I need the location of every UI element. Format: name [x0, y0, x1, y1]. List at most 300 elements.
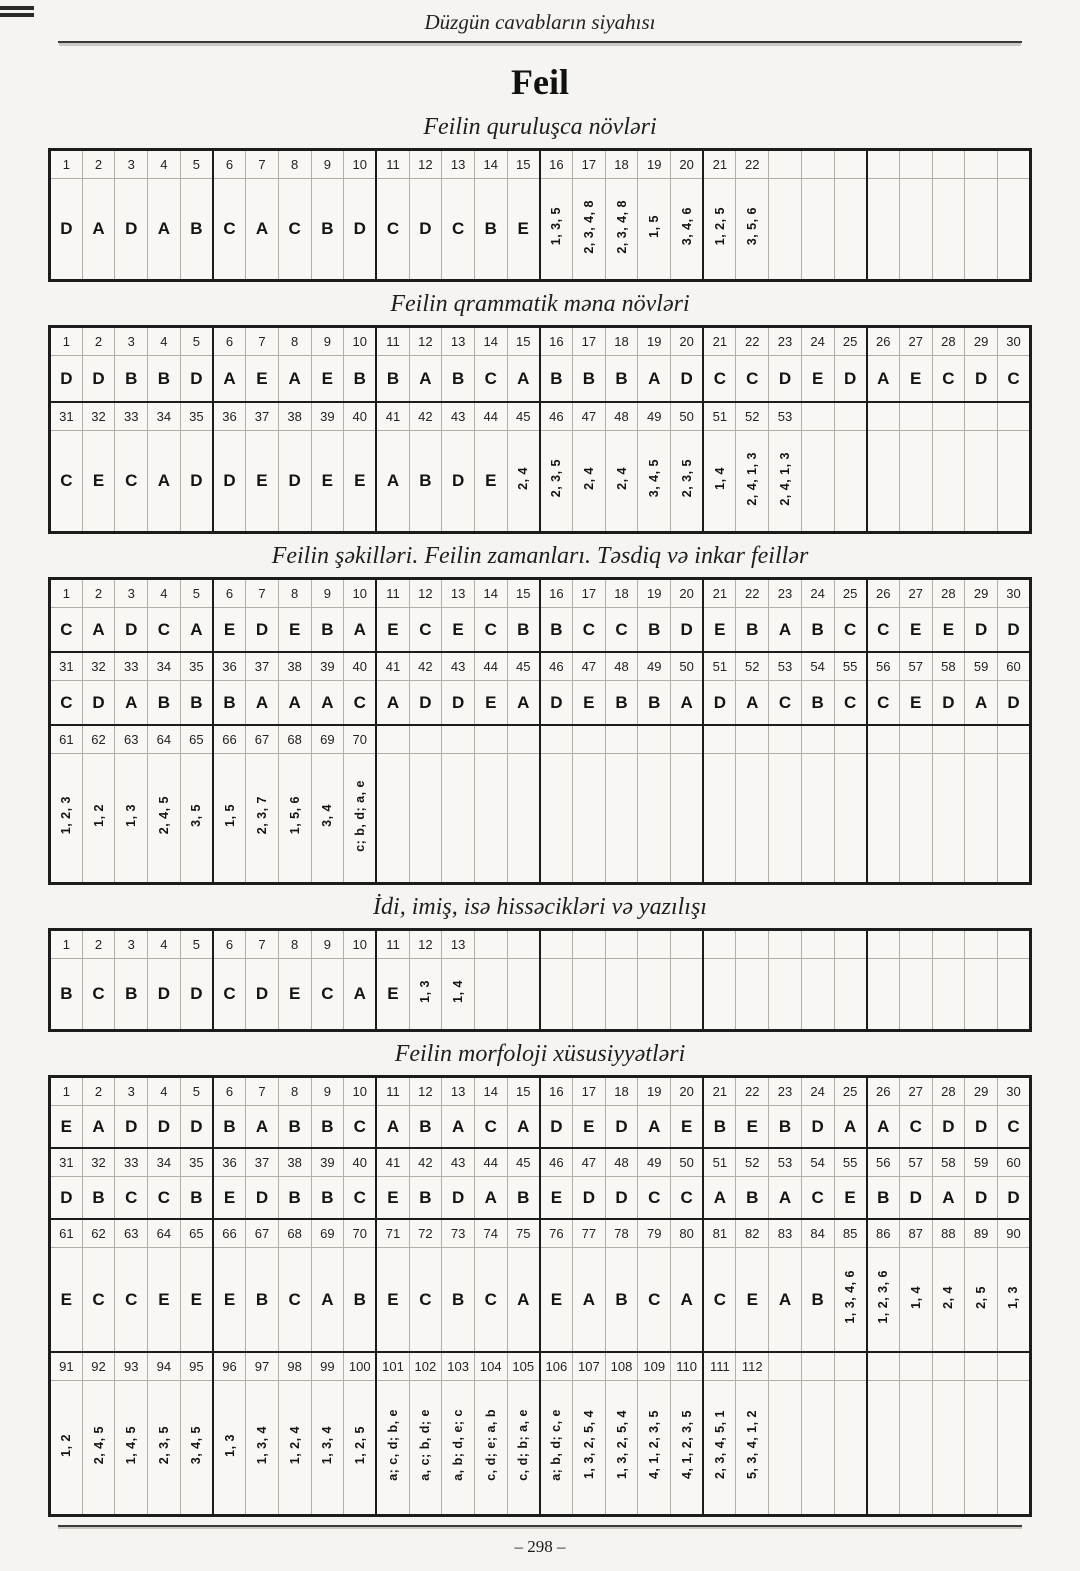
answer-cell: D [246, 608, 279, 653]
rotated-answer: 2, 3, 7 [254, 796, 269, 835]
answer-cell [997, 1248, 1030, 1353]
rotated-answer: 2, 4 [581, 467, 596, 490]
answer-cell: E [834, 1177, 867, 1220]
number-cell: 22 [736, 1077, 769, 1106]
answer-cell: B [442, 1248, 475, 1353]
answer-cell [997, 431, 1030, 533]
number-cell [736, 930, 769, 959]
number-cell: 10 [344, 1077, 377, 1106]
section-title: Feilin quruluşca növləri [423, 114, 657, 140]
answer-cell [867, 1248, 900, 1353]
number-cell: 11 [376, 1077, 409, 1106]
answer-cell: D [801, 1106, 834, 1149]
number-cell: 110 [671, 1352, 704, 1381]
answer-cell: C [376, 179, 409, 281]
answer-cell [801, 1381, 834, 1516]
answer-cell [899, 959, 932, 1031]
answer-cell [376, 754, 409, 884]
answer-cell: E [703, 608, 736, 653]
number-cell [932, 402, 965, 431]
number-cell: 67 [246, 725, 279, 754]
number-cell: 34 [148, 652, 181, 681]
answer-cell [932, 1381, 965, 1516]
number-cell [997, 402, 1030, 431]
answer-cell: C [148, 1177, 181, 1220]
number-cell: 10 [344, 327, 377, 356]
number-cell [965, 930, 998, 959]
answer-table-grid [48, 148, 1032, 282]
number-cell: 103 [442, 1352, 475, 1381]
number-cell: 65 [180, 1219, 213, 1248]
answer-cell: D [180, 431, 213, 533]
number-cell: 67 [246, 1219, 279, 1248]
number-cell: 3 [115, 327, 148, 356]
number-cell: 105 [507, 1352, 540, 1381]
number-cell [867, 725, 900, 754]
number-cell: 35 [180, 1148, 213, 1177]
answer-cell [376, 1381, 409, 1516]
number-cell: 12 [409, 579, 442, 608]
answer-cell: A [246, 1106, 279, 1149]
number-cell: 31 [50, 652, 83, 681]
rotated-answer: 3, 5, 6 [745, 207, 760, 246]
answer-cell [573, 431, 606, 533]
answer-cell: A [474, 1177, 507, 1220]
number-cell: 39 [311, 402, 344, 431]
number-cell: 7 [246, 930, 279, 959]
number-cell: 59 [965, 1148, 998, 1177]
number-cell: 8 [278, 1077, 311, 1106]
answer-cell [736, 754, 769, 884]
number-cell: 47 [573, 402, 606, 431]
number-cell: 3 [115, 150, 148, 179]
number-cell: 14 [474, 327, 507, 356]
number-cell: 3 [115, 579, 148, 608]
number-cell: 4 [148, 1077, 181, 1106]
answer-cell: E [311, 356, 344, 403]
number-cell: 102 [409, 1352, 442, 1381]
answer-cell [573, 754, 606, 884]
answer-cell: B [148, 356, 181, 403]
answer-cell: E [213, 1177, 246, 1220]
answer-cell: E [736, 1106, 769, 1149]
number-cell: 90 [997, 1219, 1030, 1248]
number-cell [867, 150, 900, 179]
number-cell: 46 [540, 1148, 573, 1177]
answer-cell: C [115, 1248, 148, 1353]
page-number: – 298 – [514, 1537, 566, 1556]
number-cell: 87 [899, 1219, 932, 1248]
number-cell: 104 [474, 1352, 507, 1381]
rotated-answer: 2, 4 [614, 467, 629, 490]
number-cell: 5 [180, 930, 213, 959]
number-cell: 30 [997, 1077, 1030, 1106]
number-cell: 53 [769, 402, 802, 431]
number-cell: 7 [246, 579, 279, 608]
rotated-answer: 3, 4, 5 [647, 459, 662, 498]
number-cell: 101 [376, 1352, 409, 1381]
number-cell: 1 [50, 150, 83, 179]
answer-cell [965, 959, 998, 1031]
answer-cell: B [769, 1106, 802, 1149]
answer-cell [573, 959, 606, 1031]
answer-cell: E [213, 1248, 246, 1353]
number-cell: 64 [148, 725, 181, 754]
answer-cell: B [180, 681, 213, 726]
rotated-answer: 1, 2, 5 [712, 207, 727, 246]
number-cell: 40 [344, 652, 377, 681]
answer-cell [573, 1381, 606, 1516]
number-cell: 4 [148, 150, 181, 179]
rotated-answer: 1, 3, 5 [549, 207, 564, 246]
rotated-answer: 2, 5 [974, 1285, 989, 1309]
answer-cell: B [180, 1177, 213, 1220]
number-cell: 9 [311, 1077, 344, 1106]
number-cell: 22 [736, 150, 769, 179]
number-cell [540, 725, 573, 754]
answer-cell: C [834, 608, 867, 653]
number-cell: 5 [180, 150, 213, 179]
answer-cell: D [115, 1106, 148, 1149]
answer-cell: D [834, 356, 867, 403]
answer-cell: E [376, 1248, 409, 1353]
rotated-answer: 2, 4, 5 [91, 1425, 106, 1465]
answer-cell: B [736, 1177, 769, 1220]
answer-cell: E [311, 431, 344, 533]
number-cell: 52 [736, 652, 769, 681]
number-cell: 17 [573, 150, 606, 179]
answer-cell: C [278, 179, 311, 281]
rotated-answer: 1, 3, 4 [254, 1425, 269, 1465]
answer-cell [932, 959, 965, 1031]
number-cell: 42 [409, 402, 442, 431]
number-cell: 14 [474, 579, 507, 608]
answer-cell [50, 1381, 83, 1516]
number-cell: 85 [834, 1219, 867, 1248]
number-cell: 108 [605, 1352, 638, 1381]
answer-cell: A [376, 681, 409, 726]
answer-cell: A [867, 356, 900, 403]
answer-cell: B [703, 1106, 736, 1149]
answer-cell [442, 1381, 475, 1516]
number-cell: 30 [997, 327, 1030, 356]
answer-cell: A [834, 1106, 867, 1149]
answer-cell: D [115, 179, 148, 281]
rotated-answer: 1, 3, 4, 6 [843, 1270, 858, 1324]
answer-cell: D [997, 1177, 1030, 1220]
answer-cell: A [638, 1106, 671, 1149]
answer-cell [638, 1381, 671, 1516]
number-cell: 3 [115, 930, 148, 959]
number-cell: 95 [180, 1352, 213, 1381]
answer-cell [115, 754, 148, 884]
answer-cell: A [278, 356, 311, 403]
number-cell [801, 150, 834, 179]
number-cell [573, 930, 606, 959]
answer-cell [703, 179, 736, 281]
answer-cell: D [344, 179, 377, 281]
answer-table-3 [48, 577, 1032, 885]
answer-cell [474, 959, 507, 1031]
number-cell: 8 [278, 150, 311, 179]
answer-cell: C [638, 1177, 671, 1220]
answer-cell: D [213, 431, 246, 533]
footer-divider [58, 1525, 1022, 1527]
number-cell: 12 [409, 1077, 442, 1106]
number-cell: 10 [344, 150, 377, 179]
answer-cell [867, 1381, 900, 1516]
answer-cell: E [573, 1106, 606, 1149]
answer-cell: D [769, 356, 802, 403]
answer-cell: D [899, 1177, 932, 1220]
number-cell: 109 [638, 1352, 671, 1381]
answer-cell: A [82, 179, 115, 281]
answer-cell [344, 754, 377, 884]
rotated-answer: 3, 5 [189, 804, 204, 827]
number-cell: 38 [278, 402, 311, 431]
answer-cell: C [60, 692, 73, 712]
number-cell: 16 [540, 327, 573, 356]
number-cell: 8 [278, 327, 311, 356]
answer-cell: D [703, 681, 736, 726]
number-cell: 51 [703, 652, 736, 681]
answer-cell: B [278, 1177, 311, 1220]
number-cell: 38 [278, 652, 311, 681]
number-cell: 41 [376, 1148, 409, 1177]
number-cell: 99 [311, 1352, 344, 1381]
number-cell [376, 725, 409, 754]
answer-cell: B [376, 356, 409, 403]
number-cell: 6 [213, 930, 246, 959]
number-cell: 69 [311, 1219, 344, 1248]
number-cell: 28 [932, 1077, 965, 1106]
answer-cell: B [867, 1177, 900, 1220]
number-cell [638, 725, 671, 754]
number-cell: 70 [344, 1219, 377, 1248]
answer-cell: D [997, 681, 1030, 726]
answer-cell: C [736, 356, 769, 403]
number-cell: 51 [703, 1148, 736, 1177]
number-cell: 2 [82, 150, 115, 179]
answer-cell: B [474, 179, 507, 281]
number-cell: 57 [899, 1148, 932, 1177]
number-cell [769, 150, 802, 179]
number-cell: 25 [834, 579, 867, 608]
answer-cell: A [507, 1248, 540, 1353]
number-cell: 27 [899, 327, 932, 356]
answer-cell: D [442, 681, 475, 726]
number-cell: 68 [278, 725, 311, 754]
answer-cell: D [180, 356, 213, 403]
answer-table-2 [48, 325, 1032, 534]
number-cell: 31 [50, 402, 83, 431]
answer-cell [834, 1248, 867, 1353]
number-cell [899, 725, 932, 754]
number-cell: 54 [801, 652, 834, 681]
number-cell: 24 [801, 579, 834, 608]
number-cell: 49 [638, 652, 671, 681]
number-cell: 94 [148, 1352, 181, 1381]
answer-cell: E [344, 431, 377, 533]
answer-cell: B [442, 356, 475, 403]
number-cell: 107 [573, 1352, 606, 1381]
answer-cell: A [376, 431, 409, 533]
number-cell: 74 [474, 1219, 507, 1248]
answer-cell: A [442, 1106, 475, 1149]
answer-cell [605, 431, 638, 533]
rotated-answer: 1, 3, 2, 5, 4 [614, 1410, 629, 1480]
answer-cell: B [507, 608, 540, 653]
number-cell: 6 [213, 1077, 246, 1106]
number-cell: 26 [867, 327, 900, 356]
number-cell: 76 [540, 1219, 573, 1248]
answer-cell: E [148, 1248, 181, 1353]
answer-cell [507, 754, 540, 884]
number-cell: 23 [769, 1077, 802, 1106]
number-cell [703, 725, 736, 754]
answer-cell [671, 959, 704, 1031]
number-cell [997, 1352, 1030, 1381]
rotated-answer: 3, 4, 5 [189, 1425, 204, 1465]
answer-cell: C [344, 1177, 377, 1220]
answer-cell: C [60, 619, 73, 639]
answer-cell: E [671, 1106, 704, 1149]
number-cell [965, 1352, 998, 1381]
number-cell: 26 [867, 579, 900, 608]
number-cell: 20 [671, 579, 704, 608]
answer-cell [442, 754, 475, 884]
answer-cell: B [573, 356, 606, 403]
number-cell: 15 [507, 1077, 540, 1106]
answer-cell: E [932, 608, 965, 653]
answer-cell: E [82, 431, 115, 533]
number-cell: 45 [507, 1148, 540, 1177]
number-cell: 7 [246, 327, 279, 356]
answer-cell: B [409, 1177, 442, 1220]
rotated-answer: 2, 3, 5 [549, 459, 564, 498]
answer-cell: A [311, 1248, 344, 1353]
answer-cell [82, 754, 115, 884]
number-cell: 45 [507, 402, 540, 431]
page-header: Düzgün cavabların siyahısı [58, 10, 1022, 43]
answer-cell: E [573, 681, 606, 726]
number-cell: 12 [409, 327, 442, 356]
answer-cell: B [507, 1177, 540, 1220]
rotated-answer: a; c, d; b, e [385, 1409, 400, 1481]
answer-cell: E [376, 608, 409, 653]
number-cell: 23 [769, 327, 802, 356]
number-cell: 33 [115, 402, 148, 431]
rotated-answer: a, b; d, e; c [451, 1409, 466, 1481]
answer-cell: A [246, 179, 279, 281]
number-cell: 14 [474, 1077, 507, 1106]
rotated-answer: 1, 5 [647, 215, 662, 238]
answer-cell: E [442, 608, 475, 653]
number-cell: 21 [703, 150, 736, 179]
answer-cell [213, 1381, 246, 1516]
number-cell: 55 [834, 652, 867, 681]
number-cell: 32 [82, 652, 115, 681]
number-cell: 11 [376, 327, 409, 356]
rotated-answer: 1, 4, 5 [124, 1425, 139, 1465]
number-cell: 4 [148, 327, 181, 356]
answer-cell: D [540, 1106, 573, 1149]
number-cell: 5 [180, 327, 213, 356]
number-cell: 18 [605, 1077, 638, 1106]
answer-cell [50, 754, 83, 884]
answer-cell [899, 179, 932, 281]
answer-cell [769, 1381, 802, 1516]
number-cell: 40 [344, 1148, 377, 1177]
answer-cell [801, 431, 834, 533]
number-cell: 3 [115, 1077, 148, 1106]
number-cell: 17 [573, 1077, 606, 1106]
number-cell: 12 [409, 150, 442, 179]
section-title: Feilin qrammatik məna növləri [390, 291, 690, 317]
number-cell: 15 [507, 150, 540, 179]
answer-cell: D [671, 356, 704, 403]
answer-cell [671, 754, 704, 884]
number-cell: 52 [736, 402, 769, 431]
answer-cell [867, 431, 900, 533]
number-cell: 9 [311, 327, 344, 356]
answer-cell: C [474, 1248, 507, 1353]
answer-cell: A [769, 1177, 802, 1220]
rotated-answer: 4, 1, 2, 3, 5 [647, 1410, 662, 1480]
number-cell [703, 930, 736, 959]
number-cell: 42 [409, 652, 442, 681]
answer-cell: B [638, 681, 671, 726]
answer-cell [311, 754, 344, 884]
number-cell: 5 [180, 579, 213, 608]
number-cell: 22 [736, 327, 769, 356]
answer-cell: D [671, 608, 704, 653]
answer-cell [867, 179, 900, 281]
answer-cell: E [507, 179, 540, 281]
number-cell: 20 [671, 150, 704, 179]
answer-cell [507, 431, 540, 533]
answer-cell: C [997, 1106, 1030, 1149]
answer-table-grid [48, 1075, 1032, 1517]
answer-cell: E [246, 356, 279, 403]
answer-cell: C [867, 608, 900, 653]
answer-cell [736, 1381, 769, 1516]
answer-cell: D [278, 431, 311, 533]
number-cell: 9 [311, 579, 344, 608]
answer-cell: A [344, 959, 377, 1031]
number-cell: 2 [82, 930, 115, 959]
rotated-answer: 1, 5, 6 [287, 796, 302, 835]
number-cell [801, 1352, 834, 1381]
answer-cell: B [540, 608, 573, 653]
answer-cell [409, 754, 442, 884]
number-cell: 50 [671, 402, 704, 431]
number-cell: 14 [474, 150, 507, 179]
number-cell [867, 1352, 900, 1381]
answer-cell [965, 754, 998, 884]
number-cell: 37 [246, 402, 279, 431]
number-cell: 59 [965, 652, 998, 681]
number-cell: 37 [246, 652, 279, 681]
number-cell: 88 [932, 1219, 965, 1248]
rotated-answer: 2, 3, 5 [156, 1425, 171, 1465]
number-cell: 19 [638, 579, 671, 608]
number-cell: 68 [278, 1219, 311, 1248]
answer-cell [769, 179, 802, 281]
answer-cell [180, 1381, 213, 1516]
answer-cell: E [180, 1248, 213, 1353]
answer-cell: C [638, 1248, 671, 1353]
